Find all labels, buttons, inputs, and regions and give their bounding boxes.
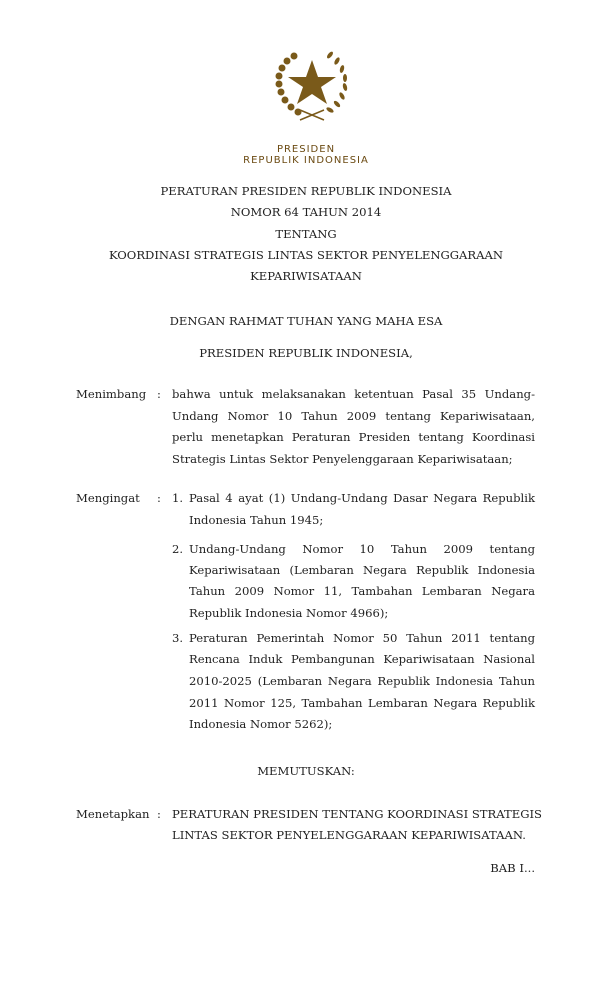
menimbang-line: bahwa untuk melaksanakan ketentuan Pasal 35 Undang- <box>172 387 535 401</box>
mengingat-line: Rencana Induk Pembangunan Kepariwisataan Nasional <box>189 652 535 666</box>
item-number: 3. <box>172 631 184 645</box>
mengingat-line: Tahun 2009 Nomor 11, Tambahan Lembaran Negara <box>189 584 535 598</box>
letterhead-republik-indonesia: REPUBLIK INDONESIA <box>243 155 369 166</box>
title-subject: KOORDINASI STRATEGIS LINTAS SEKTOR PENYELENGGARAAN <box>108 248 504 262</box>
menimbang-line: Strategis Lintas Sektor Penyelenggaraan Kepariwisataan; <box>172 452 513 466</box>
mengingat-line: Republik Indonesia Nomor 4966); <box>189 606 389 620</box>
menetapkan-label: Menetapkan <box>76 807 150 821</box>
mengingat-line: 2010-2025 (Lembaran Negara Republik Indonesia Tahun <box>189 674 535 688</box>
mengingat-label: Mengingat <box>76 491 140 505</box>
mengingat-line: Kepariwisataan (Lembaran Negara Republik Indonesia <box>189 563 535 577</box>
next-page-marker: BAB I... <box>490 861 535 875</box>
colon: : <box>157 491 161 505</box>
item-number: 1. <box>172 491 184 505</box>
title-tentang: TENTANG <box>275 227 337 241</box>
colon: : <box>157 807 161 821</box>
menimbang-label: Menimbang <box>76 387 147 401</box>
menetapkan-line: LINTAS SEKTOR PENYELENGGARAAN KEPARIWISATAAN. <box>172 828 526 842</box>
mengingat-line: Indonesia Nomor 5262); <box>189 717 333 731</box>
title-subject: KEPARIWISATAAN <box>250 269 362 283</box>
colon: : <box>157 387 161 401</box>
garuda-star-emblem-icon <box>272 46 352 124</box>
title-number: NOMOR 64 TAHUN 2014 <box>230 205 382 219</box>
preamble: DENGAN RAHMAT TUHAN YANG MAHA ESA <box>169 314 443 328</box>
memutuskan-heading: MEMUTUSKAN: <box>257 764 355 778</box>
mengingat-line: Pasal 4 ayat (1) Undang-Undang Dasar Negara Republik <box>189 491 535 505</box>
issuer: PRESIDEN REPUBLIK INDONESIA, <box>199 346 413 360</box>
letterhead-presiden: PRESIDEN <box>276 144 336 155</box>
menimbang-line: Undang Nomor 10 Tahun 2009 tentang Kepariwisataan, <box>172 409 535 423</box>
mengingat-line: Peraturan Pemerintah Nomor 50 Tahun 2011 tentang <box>189 631 535 645</box>
menetapkan-line: PERATURAN PRESIDEN TENTANG KOORDINASI STRATEGIS <box>172 807 542 821</box>
title-line: PERATURAN PRESIDEN REPUBLIK INDONESIA <box>160 184 452 198</box>
mengingat-line: Undang-Undang Nomor 10 Tahun 2009 tentang <box>189 542 535 556</box>
item-number: 2. <box>172 542 184 556</box>
mengingat-line: Indonesia Tahun 1945; <box>189 513 324 527</box>
menimbang-line: perlu menetapkan Peraturan Presiden tentang Koordinasi <box>172 430 535 444</box>
mengingat-line: 2011 Nomor 125, Tambahan Lembaran Negara Republik <box>189 696 535 710</box>
